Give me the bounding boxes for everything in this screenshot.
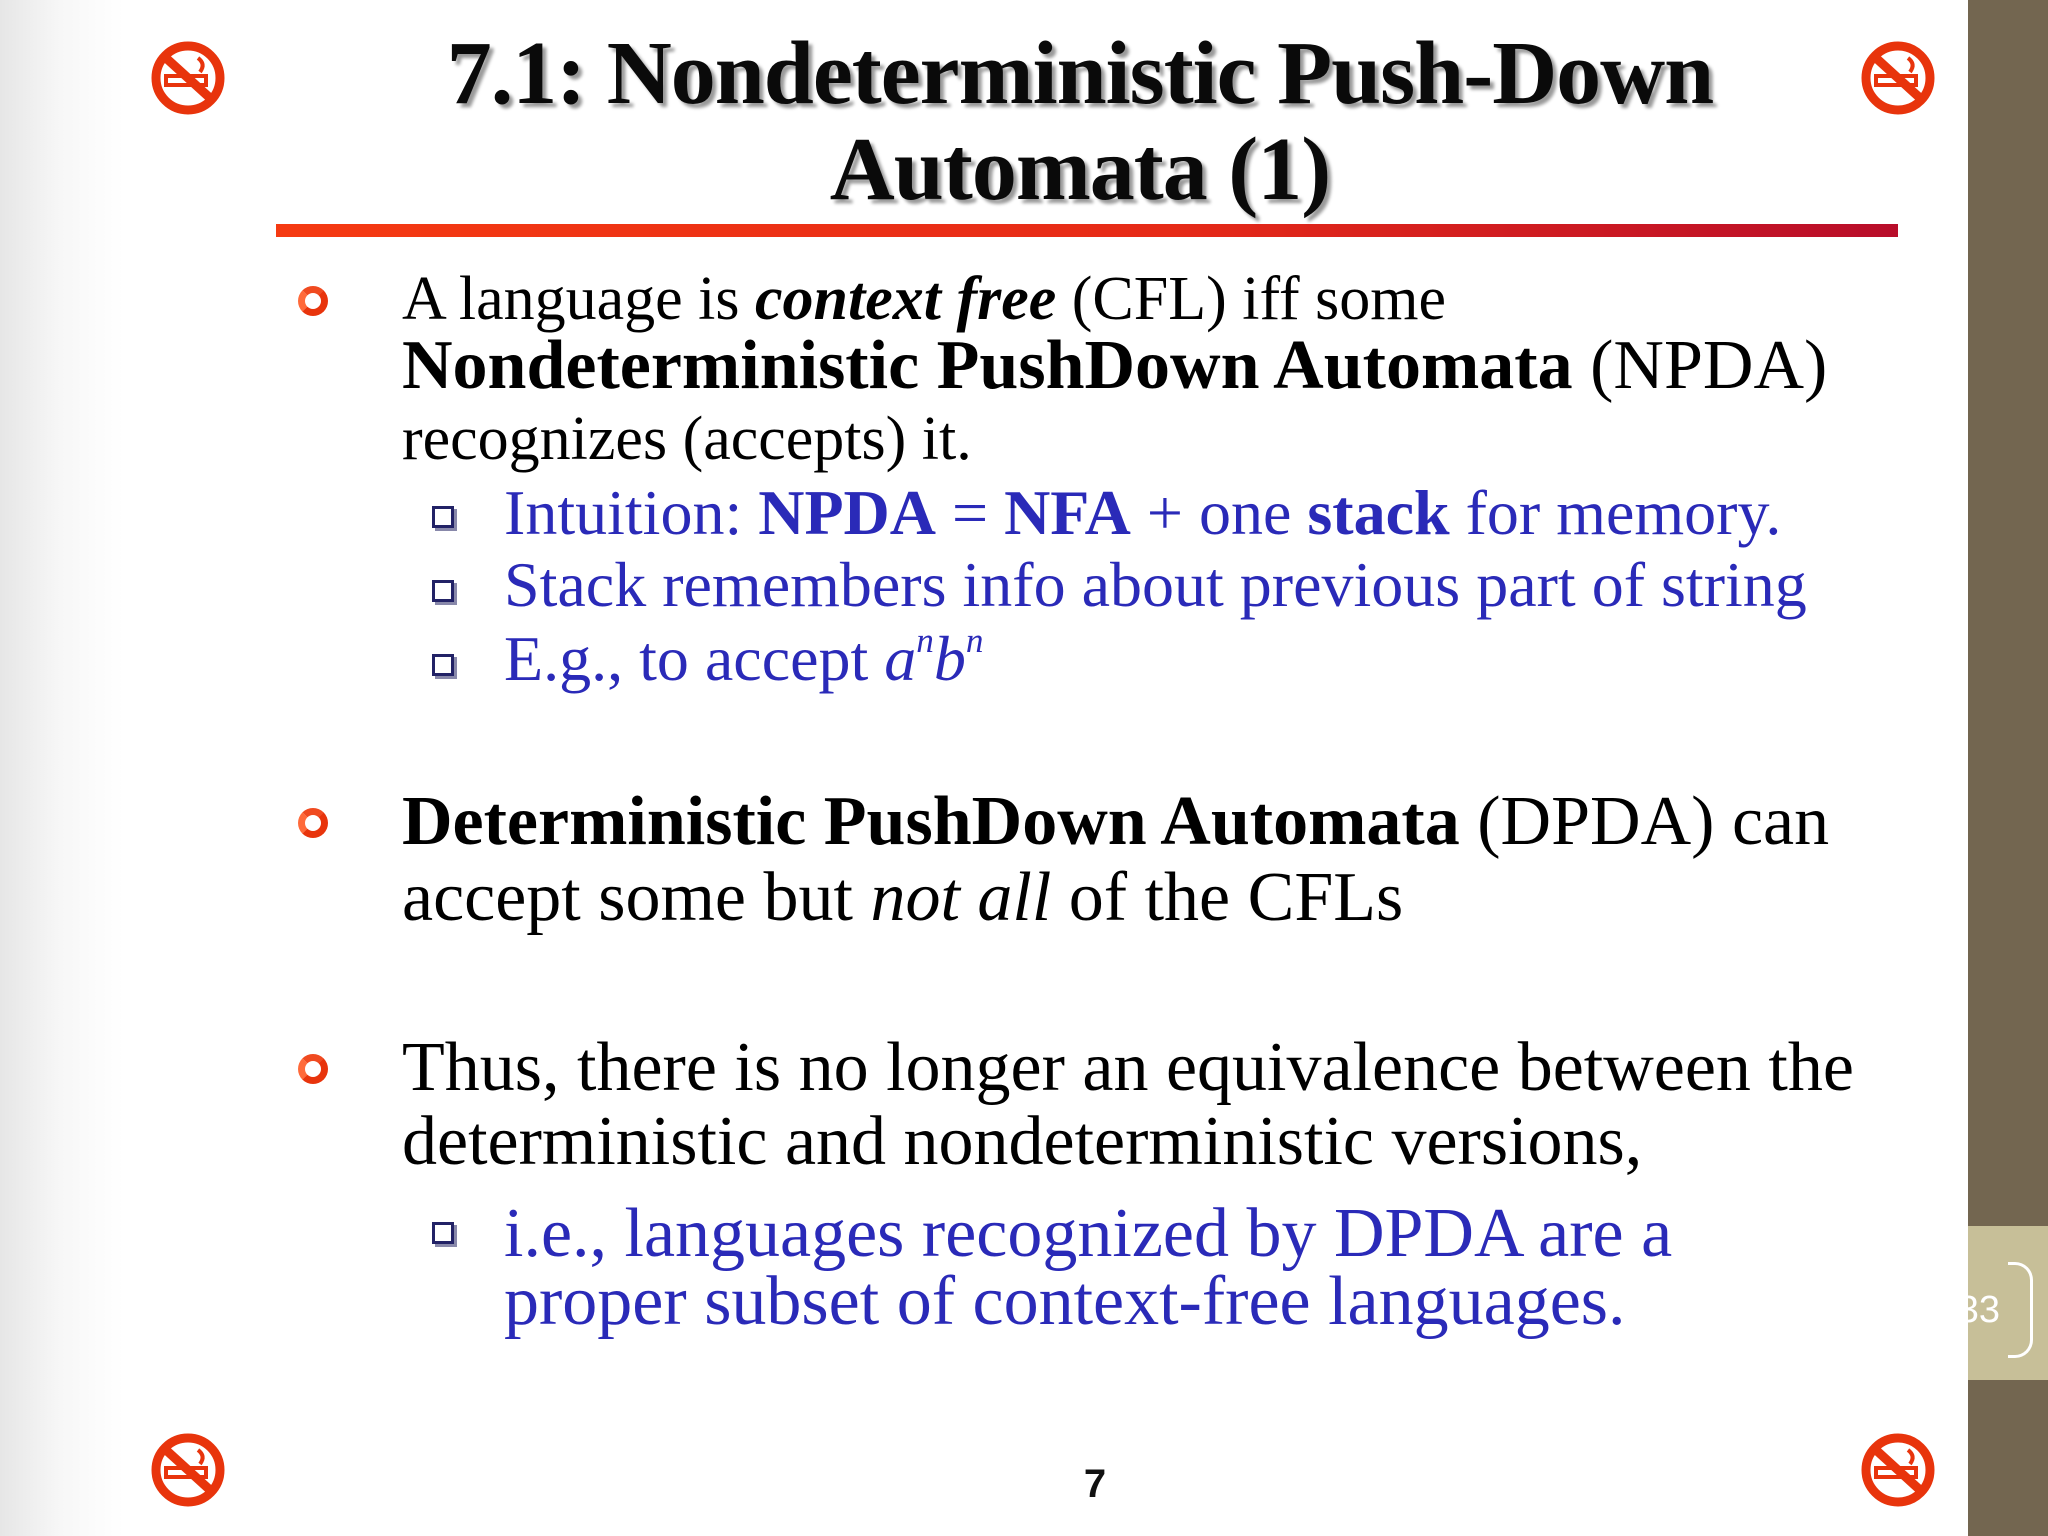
bullet-2-line-2: [402, 860, 1403, 936]
bullet-1-line-1: [402, 264, 1446, 334]
text-run: Stack remembers info about previous part of string: [504, 549, 1807, 620]
slide-number-badge-text: 33: [1957, 1289, 2000, 1331]
bullet-marker: [298, 286, 328, 316]
sub-bullet-subset-line-2: proper subset of context-free languages.: [504, 1263, 1626, 1340]
bold-term: NFA: [1004, 477, 1131, 548]
bold-term: stack: [1307, 477, 1450, 548]
math-exponent: n: [916, 620, 934, 660]
text-run: + one: [1130, 477, 1308, 548]
bold-term: Nondeterministic PushDown Automata: [402, 327, 1573, 404]
emphasis-text: context free: [755, 265, 1057, 333]
text-run: for memory.: [1449, 477, 1782, 548]
sub-bullet-example: [504, 620, 984, 694]
bullet-3-line-2: deterministic and nondeterministic versions,: [402, 1103, 1643, 1180]
text-run: accept some but: [402, 859, 871, 936]
no-smoking-icon: [1858, 38, 1938, 118]
no-smoking-icon: [1858, 1430, 1938, 1510]
bold-term: NPDA: [758, 477, 936, 548]
text-run: A language is: [402, 265, 755, 333]
slide-title-line-2: Automata (1): [829, 120, 1331, 219]
text-run: (CFL) iff some: [1056, 265, 1447, 333]
bullet-3-line-1: Thus, there is no longer an equivalence between the: [402, 1029, 1854, 1106]
text-run: (DPDA) can: [1459, 783, 1830, 860]
sub-bullet-marker: [432, 654, 454, 676]
title-underline: [276, 224, 1898, 237]
no-smoking-icon: [148, 38, 228, 118]
slide-title-line-1: 7.1: Nondeterministic Push-Down: [446, 24, 1714, 123]
text-run: Intuition:: [504, 477, 759, 548]
sub-bullet-subset-line-1: i.e., languages recognized by DPDA are a: [504, 1195, 1673, 1272]
math-exponent: n: [965, 620, 984, 660]
text-run: E.g., to accept: [504, 623, 885, 694]
bullet-1-line-3: recognizes (accepts) it.: [402, 405, 972, 473]
text-run: (NPDA): [1572, 327, 1828, 404]
math-var: b: [933, 623, 966, 694]
sub-bullet-stack: [504, 550, 1807, 620]
bullet-marker: [298, 808, 328, 838]
sub-bullet-marker: [432, 1222, 454, 1244]
page-number: 7: [1083, 1462, 1107, 1506]
math-var: a: [884, 623, 917, 694]
slide-title: [330, 26, 1830, 218]
text-run: =: [935, 477, 1005, 548]
sub-bullet-marker: [432, 506, 454, 528]
sub-bullet-intuition: [504, 478, 1781, 548]
bullet-2-line-1: [402, 784, 1829, 860]
bullet-1-line-2: [402, 328, 1827, 404]
no-smoking-icon: [148, 1430, 228, 1510]
bold-term: Deterministic PushDown Automata: [402, 783, 1460, 860]
text-run: of the CFLs: [1051, 859, 1404, 936]
bullet-marker: [298, 1054, 328, 1084]
badge-bracket-shape: [2008, 1262, 2033, 1358]
sub-bullet-marker: [432, 580, 454, 602]
emphasis-text: not all: [870, 859, 1052, 936]
